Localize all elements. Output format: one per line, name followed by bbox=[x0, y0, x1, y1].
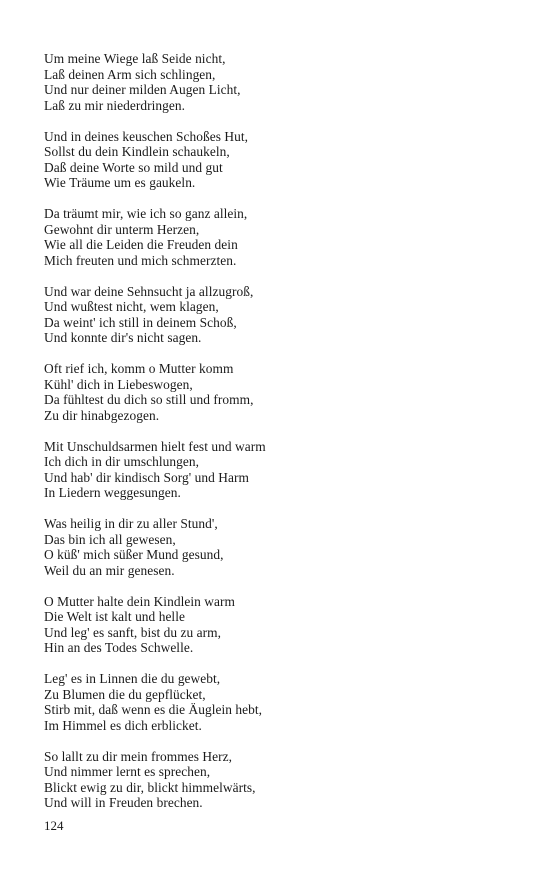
poem-line: Und nur deiner milden Augen Licht, bbox=[44, 82, 241, 97]
poem-line: Da träumt mir, wie ich so ganz allein, bbox=[44, 206, 248, 221]
poem-line: Und war deine Sehnsucht ja allzugroß, bbox=[44, 283, 254, 299]
poem-body bbox=[44, 51, 514, 826]
poem-line: O Mutter halte dein Kindlein warm bbox=[44, 593, 235, 609]
poem-line: Im Himmel es dich erblicket. bbox=[44, 717, 202, 733]
stanza-6 bbox=[44, 439, 514, 501]
stanza-9 bbox=[44, 671, 514, 733]
poem-line: In Liedern weggesungen. bbox=[44, 485, 181, 500]
poem-line: Laß zu mir niederdringen. bbox=[44, 97, 186, 113]
stanza-5 bbox=[44, 361, 514, 423]
poem-line: So lallt zu dir mein frommes Herz, bbox=[44, 748, 233, 764]
poem-line: Und in deines keuschen Schoßes Hut, bbox=[44, 128, 249, 144]
poem-line: Was heilig in dir zu aller Stund', bbox=[44, 516, 218, 531]
stanza-10 bbox=[44, 749, 514, 811]
poem-line: Und leg' es sanft, bist du zu arm, bbox=[44, 624, 222, 640]
stanza-1 bbox=[44, 51, 514, 113]
poem-line: Weil du an mir genesen. bbox=[44, 562, 175, 578]
poem-line: Gewohnt dir unterm Herzen, bbox=[44, 221, 200, 237]
poem-line: Und wußtest nicht, wem klagen, bbox=[44, 299, 219, 314]
poem-line: Oft rief ich, komm o Mutter komm bbox=[44, 361, 234, 376]
poem-line: Zu Blumen die du gepflücket, bbox=[44, 686, 206, 702]
poem-line: Kühl' dich in Liebeswogen, bbox=[44, 376, 193, 392]
poem-line: Zu dir hinabgezogen. bbox=[44, 407, 160, 423]
poem-line: Wie all die Leiden die Freuden dein bbox=[44, 237, 238, 252]
poem-line: Da weint' ich still in deinem Schoß, bbox=[44, 314, 237, 330]
poem-line: Wie Träume um es gaukeln. bbox=[44, 175, 196, 190]
poem-line: Mit Unschuldsarmen hielt fest und warm bbox=[44, 438, 266, 454]
poem-line: O küß' mich süßer Mund gesund, bbox=[44, 547, 224, 562]
stanza-8 bbox=[44, 594, 514, 656]
poem-line: Leg' es in Linnen die du gewebt, bbox=[44, 671, 221, 686]
stanza-4 bbox=[44, 284, 514, 346]
poem-line: Und will in Freuden brechen. bbox=[44, 795, 203, 810]
poem-line: Und hab' dir kindisch Sorg' und Harm bbox=[44, 469, 249, 485]
page-number: 124 bbox=[44, 818, 64, 833]
poem-line: Ich dich in dir umschlungen, bbox=[44, 454, 199, 469]
poem-line: Hin an des Todes Schwelle. bbox=[44, 640, 194, 655]
poem-line: Und nimmer lernt es sprechen, bbox=[44, 764, 211, 779]
stanza-7 bbox=[44, 516, 514, 578]
stanza-2 bbox=[44, 129, 514, 191]
poem-line: Daß deine Worte so mild und gut bbox=[44, 159, 223, 175]
poem-line: Das bin ich all gewesen, bbox=[44, 531, 176, 547]
poem-line: Mich freuten und mich schmerzten. bbox=[44, 252, 237, 268]
poem-line: Da fühltest du dich so still und fromm, bbox=[44, 392, 254, 407]
poem-line: Stirb mit, daß wenn es die Äuglein hebt, bbox=[44, 702, 263, 717]
stanza-3 bbox=[44, 206, 514, 268]
poem-line: Sollst du dein Kindlein schaukeln, bbox=[44, 144, 230, 159]
poem-line: Laß deinen Arm sich schlingen, bbox=[44, 66, 216, 82]
poem-line: Um meine Wiege laß Seide nicht, bbox=[44, 51, 226, 66]
poem-line: Und konnte dir's nicht sagen. bbox=[44, 330, 202, 345]
poem-line: Die Welt ist kalt und helle bbox=[44, 609, 185, 624]
poem-line: Blickt ewig zu dir, blickt himmelwärts, bbox=[44, 779, 256, 795]
